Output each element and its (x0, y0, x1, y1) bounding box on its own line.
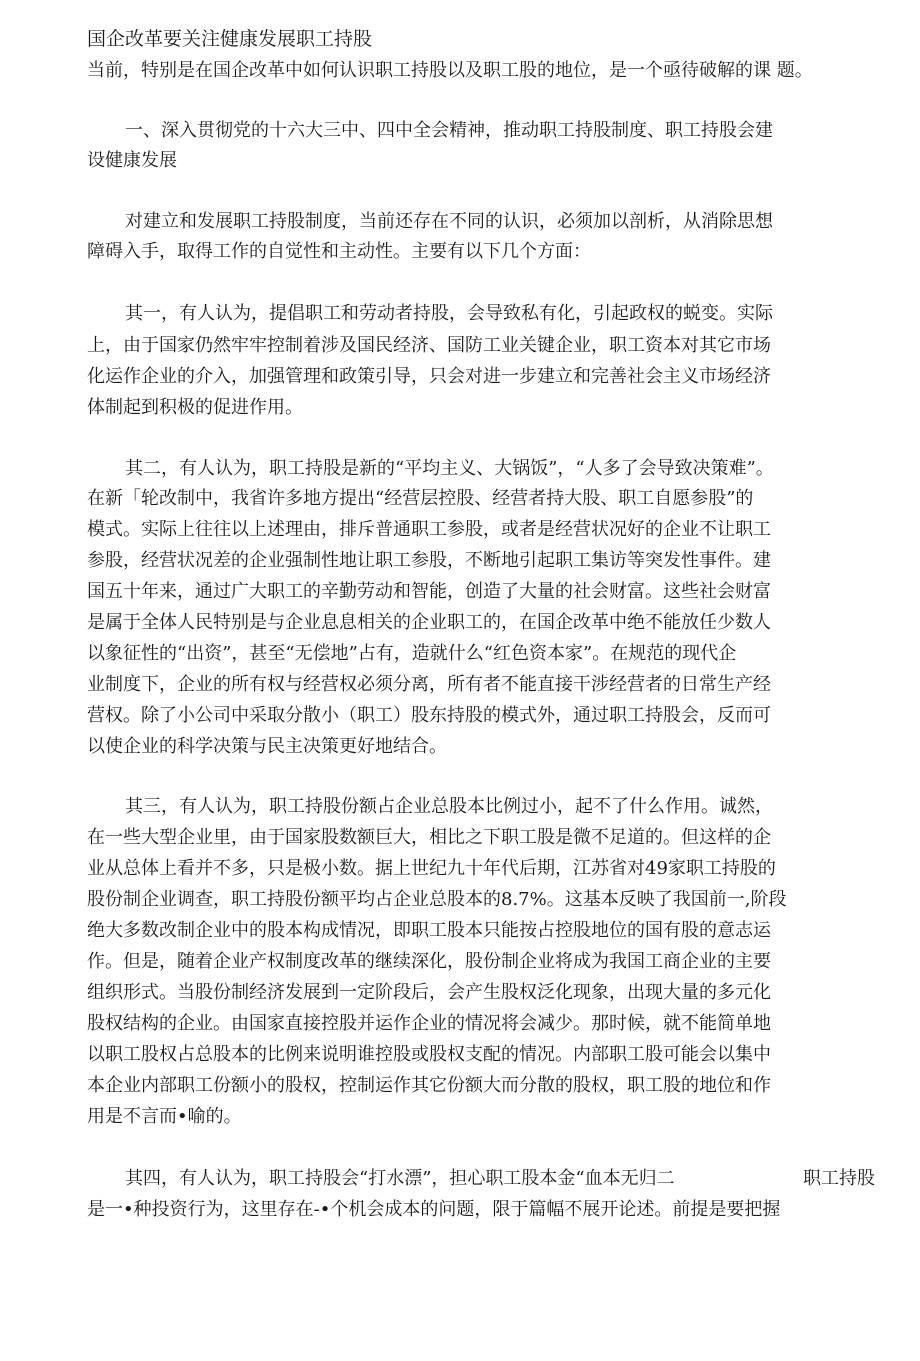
intro-paragraph: 当前，特别是在国企改革中如何认识职工持股以及职工股的地位，是一个亟待破解的课 题。 (87, 60, 813, 81)
paragraph-line: 作。但是，随着企业产权制度改革的继续深化，股份制企业将成为我国工商企业的主要 (87, 951, 771, 972)
paragraph-line: 模式。实际上往往以上述理由，排斥普通职工参股，或者是经营状况好的企业不让职工 (87, 519, 771, 540)
section-heading-line: 一、深入贯彻党的十六大三中、四中全会精神，推动职工持股制度、职工持股会建 (125, 120, 773, 141)
paragraph-line: 对建立和发展职工持股制度，当前还存在不同的认识，必须加以剖析，从消除思想 (125, 211, 773, 232)
paragraph-line: 以象征性的“出资”，甚至“无偿地”占有，造就什么“红色资本家”。在规范的现代企 (87, 643, 737, 664)
paragraph-line-right: 职工持股 (803, 1168, 875, 1189)
paragraph-line: 以职工股权占总股本的比例来说明谁控股或股权支配的情况。内部职工股可能会以集中 (87, 1044, 771, 1065)
paragraph-line: 其二，有人认为，职工持股是新的“平均主义、大锅饭”，“人多了会导致决策难”。 (125, 458, 774, 479)
paragraph-line: 其一，有人认为，提倡职工和劳动者持股，会导致私有化，引起政权的蜕变。实际 (125, 303, 773, 324)
paragraph-line-left: 其四，有人认为，职工持股会“打水漂”，担心职工股本金“血本无归二 (125, 1168, 675, 1189)
paragraph-line: 障碍入手，取得工作的自觉性和主动性。主要有以下几个方面： (87, 241, 591, 262)
paragraph-line: 参股，经营状况差的企业强制性地让职工参股，不断地引起职工集访等突发性事件。建 (87, 550, 771, 571)
paragraph-line: 在新「轮改制中，我省许多地方提出“经营层控股、经营者持大股、职工自愿参股”的 (87, 488, 754, 509)
paragraph-line: 上，由于国家仍然牢牢控制着涉及国民经济、国防工业关键企业，职工资本对其它市场 (87, 335, 771, 356)
paragraph-line: 组织形式。当股份制经济发展到一定阶段后，会产生股权泛化现象，出现大量的多元化 (87, 982, 771, 1003)
paragraph-line: 国五十年来，通过广大职工的辛勤劳动和智能，创造了大量的社会财富。这些社会财富 (87, 581, 771, 602)
paragraph-line: 股权结构的企业。由国家直接控股并运作企业的情况将会减少。那时候，就不能简单地 (87, 1013, 771, 1034)
paragraph-line: 营权。除了小公司中采取分散小（职工）股东持股的模式外，通过职工持股会，反而可 (87, 705, 771, 726)
paragraph-line: 以使企业的科学决策与民主决策更好地结合。 (87, 736, 447, 757)
paragraph-line: 股份制企业调查，职工持股份额平均占企业总股本的8.7%。这基本反映了我国前一,阶段 (87, 889, 787, 910)
document-title: 国企改革要关注健康发展职工持股 (87, 28, 373, 50)
paragraph-line: 是属于全体人民特别是与企业息息相关的企业职工的，在国企改革中绝不能放任少数人 (87, 612, 771, 633)
paragraph-line: 业制度下，企业的所有权与经营权必须分离，所有者不能直接干涉经营者的日常生产经 (87, 674, 771, 695)
paragraph-line: 绝大多数改制企业中的股本构成情况，即职工股本只能按占控股地位的国有股的意志运 (87, 920, 771, 941)
paragraph-line: 业从总体上看并不多，只是极小数。据上世纪九十年代后期，江苏省对49家职工持股的 (87, 858, 776, 879)
section-heading-line: 设健康发展 (87, 150, 177, 171)
paragraph-line: 是一•种投资行为，这里存在-•个机会成本的问题，限于篇幅不展开论述。前提是要把握 (87, 1199, 781, 1220)
paragraph-line: 体制起到积极的促进作用。 (87, 397, 303, 418)
paragraph-line: 用是不言而•喻的。 (87, 1106, 242, 1127)
paragraph-line: 化运作企业的介入，加强管理和政策引导，只会对进一步建立和完善社会主义市场经济 (87, 366, 771, 387)
paragraph-line: 本企业内部职工份额小的股权，控制运作其它份额大而分散的股权，职工股的地位和作 (87, 1075, 771, 1096)
paragraph-line: 其三，有人认为，职工持股份额占企业总股本比例过小，起不了什么作用。诚然， (125, 796, 773, 817)
paragraph-line: 在一些大型企业里，由于国家股数额巨大，相比之下职工股是微不足道的。但这样的企 (87, 827, 771, 848)
